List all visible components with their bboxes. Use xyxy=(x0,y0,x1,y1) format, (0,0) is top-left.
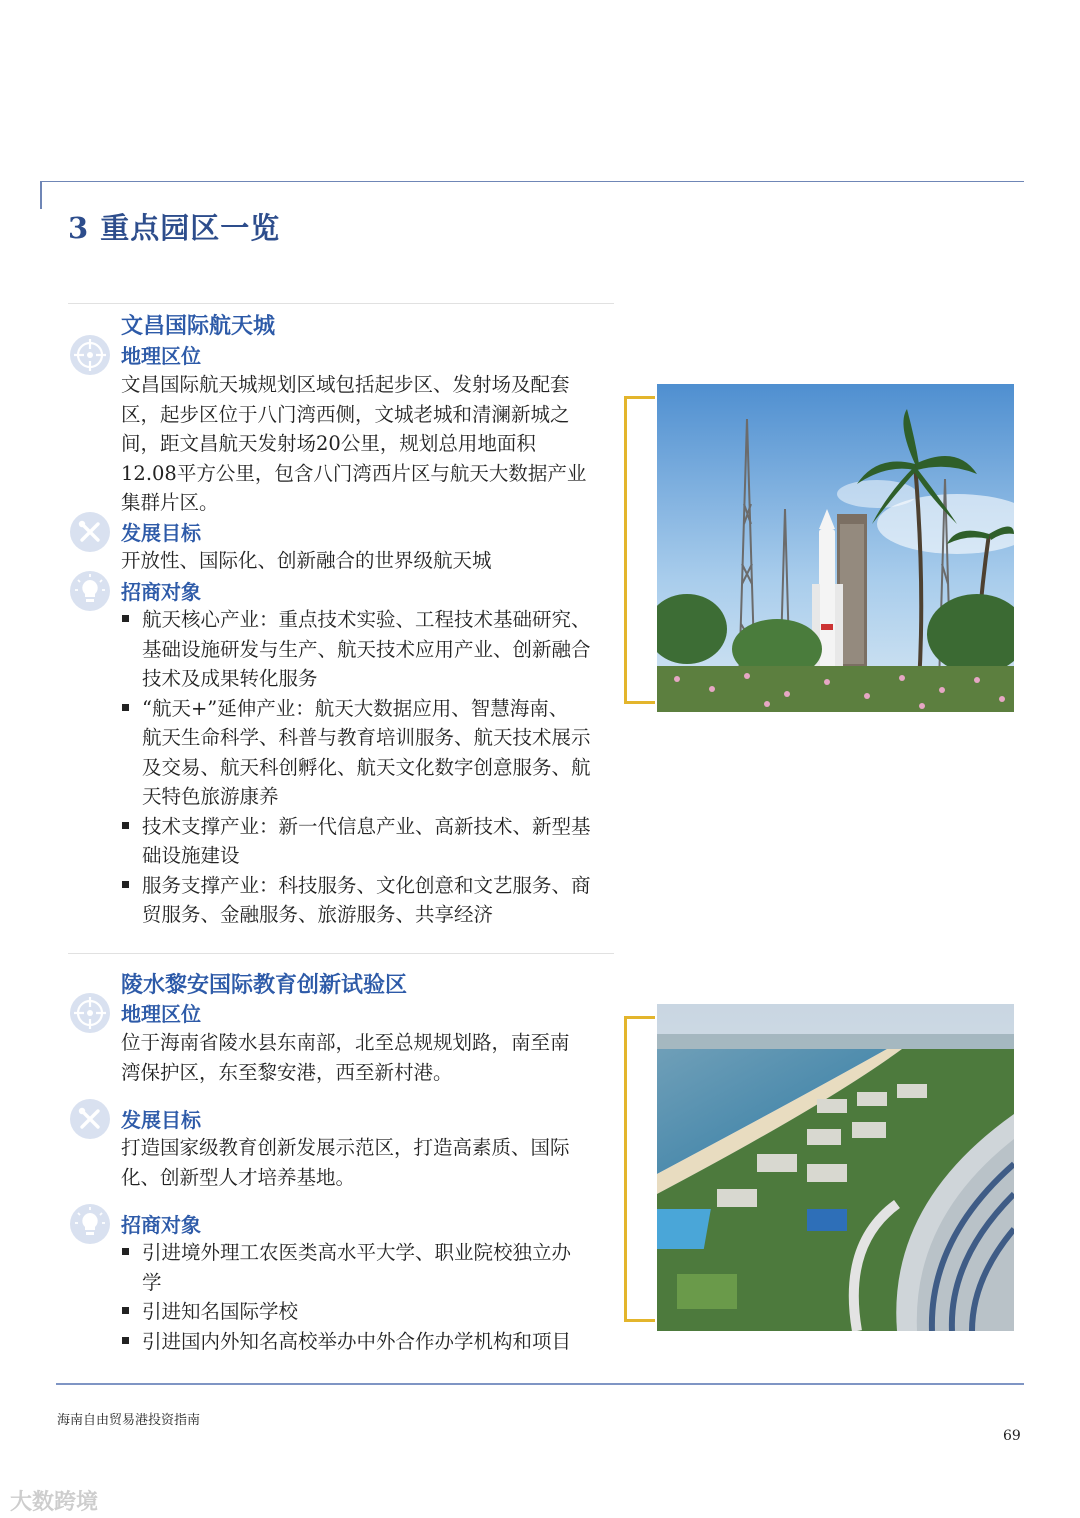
text-line: 服务支撑产业：科技服务、文化创意和文艺服务、商 xyxy=(142,873,591,897)
text-line: 础设施建设 xyxy=(142,844,240,867)
compass-icon xyxy=(70,993,110,1033)
text-line: 天特色旅游康养 xyxy=(142,785,279,808)
photo-bracket xyxy=(624,396,655,704)
park1-invest-heading: 招商对象 xyxy=(121,580,201,604)
page-number: 69 xyxy=(1003,1428,1021,1444)
list-item xyxy=(121,812,621,871)
text-line: 学 xyxy=(142,1270,162,1294)
list-item xyxy=(121,871,621,930)
park1-location-text xyxy=(121,370,611,518)
text-line: 及交易、航天科创孵化、航天文化数字创意服务、航 xyxy=(142,755,591,779)
watermark-logo: 大数跨境 xyxy=(10,1490,99,1515)
park2-location-heading: 地理区位 xyxy=(121,1002,201,1026)
text-line: 打造国家级教育创新发展示范区，打造高素质、国际 xyxy=(121,1136,570,1159)
park2-separator xyxy=(68,953,614,954)
text-line: 位于海南省陵水县东南部，北至总规规划路，南至南 xyxy=(121,1031,570,1054)
park1-goal-text: 开放性、国际化、创新融合的世界级航天城 xyxy=(121,549,492,572)
text-line: 贸服务、金融服务、旅游服务、共享经济 xyxy=(142,903,494,926)
text-line: 化、创新型人才培养基地。 xyxy=(121,1165,356,1189)
photo-bracket xyxy=(624,1016,655,1322)
section-title: 3 重点园区一览 xyxy=(68,211,281,245)
park2-title: 陵水黎安国际教育创新试验区 xyxy=(121,972,408,998)
text-line: 引进国内外知名高校举办中外合作办学机构和项目 xyxy=(142,1329,572,1353)
header-rule xyxy=(40,181,1024,182)
campus-aerial-photo xyxy=(657,1004,1014,1331)
park1-location-heading: 地理区位 xyxy=(121,344,201,368)
text-line: 引进知名国际学校 xyxy=(142,1300,299,1323)
footer-rule xyxy=(56,1383,1024,1385)
park2-invest-heading: 招商对象 xyxy=(121,1213,201,1237)
text-line: 文昌国际航天城规划区域包括起步区、发射场及配套 xyxy=(121,373,570,396)
text-line: 湾保护区，东至黎安港，西至新村港。 xyxy=(121,1060,453,1084)
park1-goal-heading: 发展目标 xyxy=(121,521,201,545)
text-line: 12.08平方公里，包含八门湾西片区与航天大数据产业 xyxy=(121,461,587,485)
text-line: 间，距文昌航天发射场20公里，规划总用地面积 xyxy=(121,432,536,455)
lightbulb-icon xyxy=(70,571,110,611)
rocket-launch-photo xyxy=(657,384,1014,712)
text-line: “航天+”延伸产业：航天大数据应用、智慧海南、 xyxy=(142,696,569,720)
list-item xyxy=(121,605,621,694)
park1-invest-list xyxy=(121,605,621,930)
park2-goal-text xyxy=(121,1133,611,1192)
text-line: 技术及成果转化服务 xyxy=(142,667,318,690)
text-line: 技术支撑产业：新一代信息产业、高新技术、新型基 xyxy=(142,814,591,838)
compass-icon xyxy=(70,335,110,375)
list-item xyxy=(121,1327,621,1357)
park2-goal-heading: 发展目标 xyxy=(121,1108,201,1132)
text-line: 区，起步区位于八门湾西侧，文城老城和清澜新城之 xyxy=(121,402,570,426)
text-line: 航天核心产业：重点技术实验、工程技术基础研究、 xyxy=(142,608,591,631)
park2-invest-list xyxy=(121,1238,621,1356)
text-line: 基础设施研发与生产、航天技术应用产业、创新融合 xyxy=(142,637,591,661)
park2-location-text xyxy=(121,1028,611,1087)
text-line: 航天生命科学、科普与教育培训服务、航天技术展示 xyxy=(142,726,591,749)
tools-icon xyxy=(70,1099,110,1139)
lightbulb-icon xyxy=(70,1204,110,1244)
list-item xyxy=(121,1238,621,1297)
list-item xyxy=(121,694,621,812)
text-line: 集群片区。 xyxy=(121,491,219,514)
footer-guide-title: 海南自由贸易港投资指南 xyxy=(57,1413,201,1428)
tools-icon xyxy=(70,512,110,552)
park1-title: 文昌国际航天城 xyxy=(121,313,276,339)
text-line: 引进境外理工农医类高水平大学、职业院校独立办 xyxy=(142,1241,572,1264)
park1-separator xyxy=(68,303,614,304)
header-tick xyxy=(40,181,42,209)
list-item xyxy=(121,1297,621,1327)
